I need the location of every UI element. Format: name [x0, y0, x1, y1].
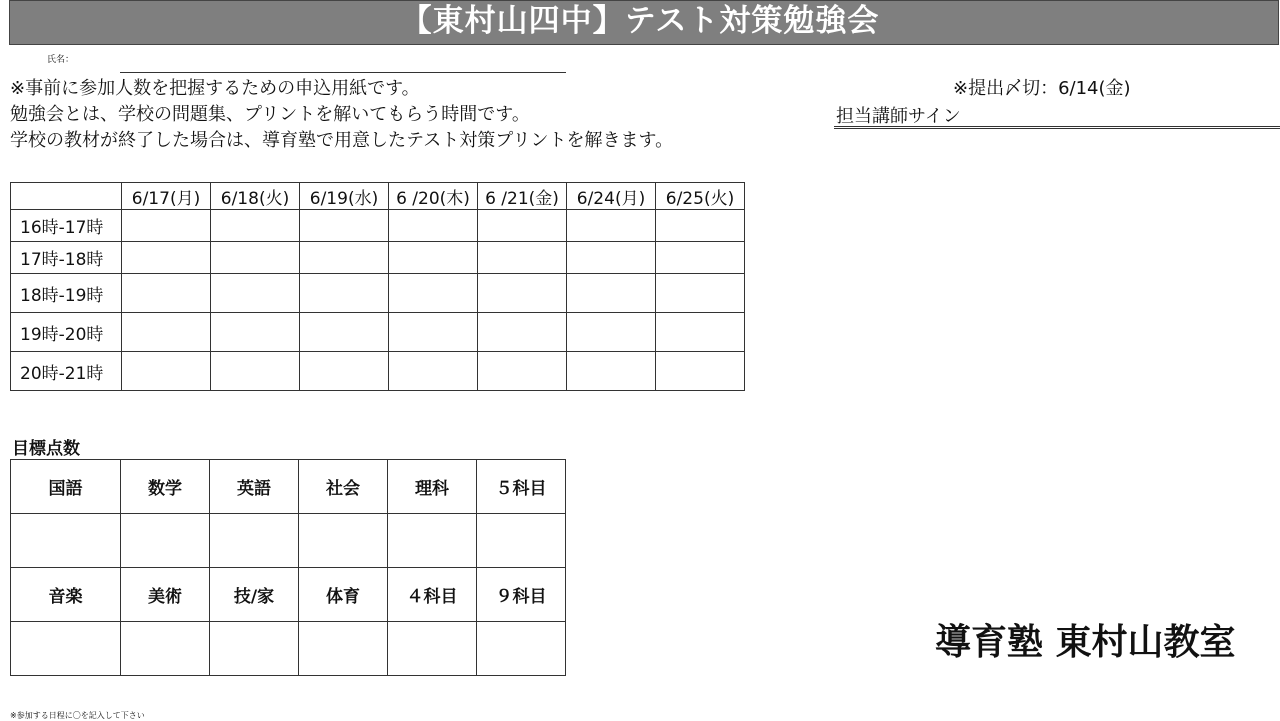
attendance-cell[interactable] [389, 210, 478, 242]
score-cell[interactable] [477, 622, 566, 676]
instructor-sign-label: 担当講師サイン [836, 106, 961, 127]
table-row [11, 210, 745, 242]
attendance-cell[interactable] [211, 242, 300, 274]
intro-line-1: ※事前に参加人数を把握するための申込用紙です。 [10, 78, 420, 99]
score-cell[interactable] [477, 514, 566, 568]
schedule-corner-cell [11, 183, 122, 210]
subject-header: 英語 [210, 460, 299, 514]
time-slot-label: 20時-21時 [11, 352, 122, 391]
attendance-cell[interactable] [122, 352, 211, 391]
score-cell[interactable] [11, 514, 121, 568]
attendance-cell[interactable] [567, 313, 656, 352]
date-header: 6/18(火) [211, 183, 300, 210]
score-cell[interactable] [210, 514, 299, 568]
subject-header: ５科目 [477, 460, 566, 514]
subject-header: ４科目 [388, 568, 477, 622]
name-field-line [120, 72, 566, 73]
attendance-cell[interactable] [211, 210, 300, 242]
attendance-cell[interactable] [389, 242, 478, 274]
attendance-cell[interactable] [656, 352, 745, 391]
score-cell[interactable] [210, 622, 299, 676]
score-cell[interactable] [388, 622, 477, 676]
subject-header: 美術 [121, 568, 210, 622]
attendance-cell[interactable] [389, 274, 478, 313]
deadline-text: ※提出〆切：6/14(金) [953, 78, 1131, 99]
score-input-row [11, 514, 566, 568]
footnote: ※参加する日程に〇を記入して下さい [10, 711, 145, 720]
attendance-cell[interactable] [478, 242, 567, 274]
intro-line-3: 学校の教材が終了した場合は、導育塾で用意したテスト対策プリントを解きます。 [10, 130, 674, 151]
schedule-table [10, 182, 745, 391]
score-cell[interactable] [121, 514, 210, 568]
subject-header: 体育 [299, 568, 388, 622]
score-input-row [11, 622, 566, 676]
attendance-cell[interactable] [567, 210, 656, 242]
score-cell[interactable] [11, 622, 121, 676]
instructor-sign-line [834, 126, 1280, 127]
attendance-cell[interactable] [478, 210, 567, 242]
attendance-cell[interactable] [567, 352, 656, 391]
attendance-cell[interactable] [122, 210, 211, 242]
attendance-cell[interactable] [300, 242, 389, 274]
attendance-cell[interactable] [300, 313, 389, 352]
table-row [11, 274, 745, 313]
subject-header: 数学 [121, 460, 210, 514]
school-name: 導育塾 東村山教室 [935, 622, 1236, 663]
attendance-cell[interactable] [656, 313, 745, 352]
attendance-cell[interactable] [300, 210, 389, 242]
target-score-caption: 目標点数 [12, 439, 80, 459]
table-row [11, 313, 745, 352]
attendance-cell[interactable] [122, 274, 211, 313]
date-header: 6 /20(木) [389, 183, 478, 210]
attendance-cell[interactable] [211, 352, 300, 391]
attendance-cell[interactable] [389, 352, 478, 391]
time-slot-label: 19時-20時 [11, 313, 122, 352]
page-title: 【東村山四中】テスト対策勉強会 [400, 3, 880, 39]
attendance-cell[interactable] [567, 274, 656, 313]
subject-header-row [11, 460, 566, 514]
date-header: 6/17(月) [122, 183, 211, 210]
name-label: 氏名： [47, 55, 75, 65]
attendance-cell[interactable] [656, 210, 745, 242]
subject-header-row [11, 568, 566, 622]
attendance-cell[interactable] [300, 274, 389, 313]
attendance-cell[interactable] [211, 274, 300, 313]
table-row [11, 352, 745, 391]
date-header: 6/25(火) [656, 183, 745, 210]
attendance-cell[interactable] [389, 313, 478, 352]
score-cell[interactable] [388, 514, 477, 568]
time-slot-label: 18時-19時 [11, 274, 122, 313]
subject-header: 技/家 [210, 568, 299, 622]
attendance-cell[interactable] [567, 242, 656, 274]
score-cell[interactable] [299, 514, 388, 568]
attendance-cell[interactable] [122, 242, 211, 274]
time-slot-label: 17時-18時 [11, 242, 122, 274]
instructor-sign-line-2 [834, 128, 1280, 129]
schedule-header-row [11, 183, 745, 210]
subject-header: 理科 [388, 460, 477, 514]
attendance-cell[interactable] [478, 313, 567, 352]
subject-header: ９科目 [477, 568, 566, 622]
attendance-cell[interactable] [478, 352, 567, 391]
date-header: 6/24(月) [567, 183, 656, 210]
attendance-cell[interactable] [211, 313, 300, 352]
target-score-table [10, 459, 566, 676]
date-header: 6 /21(金) [478, 183, 567, 210]
attendance-cell[interactable] [478, 274, 567, 313]
intro-line-2: 勉強会とは、学校の問題集、プリントを解いてもらう時間です。 [10, 104, 530, 125]
subject-header: 社会 [299, 460, 388, 514]
attendance-cell[interactable] [656, 274, 745, 313]
time-slot-label: 16時-17時 [11, 210, 122, 242]
date-header: 6/19(水) [300, 183, 389, 210]
subject-header: 音楽 [11, 568, 121, 622]
score-cell[interactable] [299, 622, 388, 676]
attendance-cell[interactable] [122, 313, 211, 352]
attendance-cell[interactable] [656, 242, 745, 274]
attendance-cell[interactable] [300, 352, 389, 391]
subject-header: 国語 [11, 460, 121, 514]
table-row [11, 242, 745, 274]
score-cell[interactable] [121, 622, 210, 676]
